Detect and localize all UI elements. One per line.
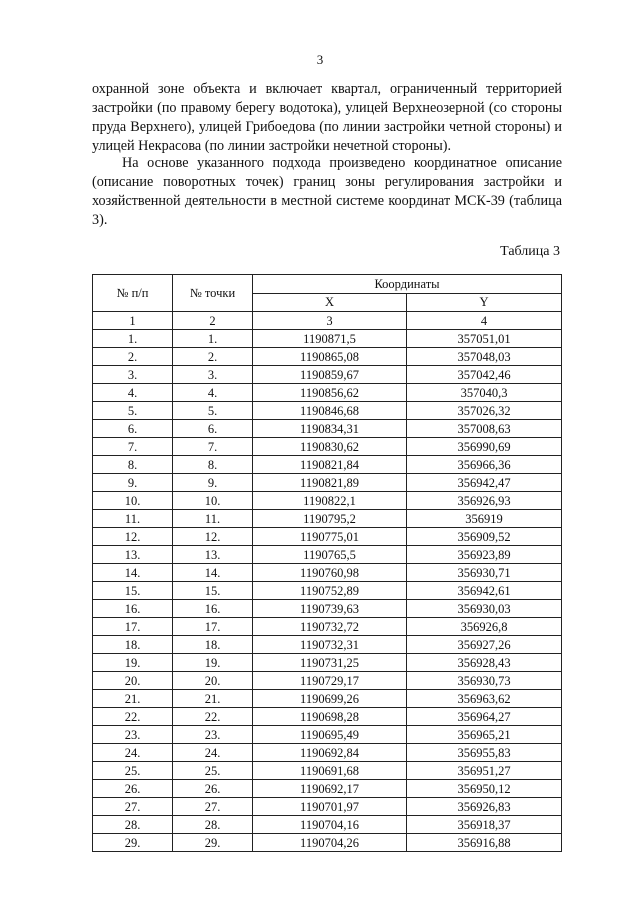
x-coordinate-cell: 1190821,84 [253, 456, 407, 474]
y-coordinate-cell: 356926,93 [407, 492, 562, 510]
x-coordinate-cell: 1190834,31 [253, 420, 407, 438]
row-number-cell: 10. [93, 492, 173, 510]
y-coordinate-cell: 356923,89 [407, 546, 562, 564]
x-coordinate-cell: 1190732,72 [253, 618, 407, 636]
y-coordinate-cell: 356930,71 [407, 564, 562, 582]
table-row [93, 726, 562, 744]
y-coordinate-cell: 356990,69 [407, 438, 562, 456]
row-number-cell: 23. [93, 726, 173, 744]
point-number-cell: 12. [173, 528, 253, 546]
row-number-cell: 20. [93, 672, 173, 690]
x-coordinate-cell: 1190822,1 [253, 492, 407, 510]
table-row [93, 348, 562, 366]
paragraph-coordinate-description: На основе указанного подхода произведено координатное описание (описание поворотных точек) границ зоны регулирования застройки и хозяйственной деятельности в местной системе координат МСК-39 (таблица 3). [92, 155, 562, 228]
table-row [93, 690, 562, 708]
row-number-cell: 2. [93, 348, 173, 366]
coordinates-table [92, 274, 562, 852]
y-coordinate-cell: 356930,03 [407, 600, 562, 618]
table-row [93, 438, 562, 456]
table-row [93, 546, 562, 564]
point-number-cell: 4. [173, 384, 253, 402]
x-coordinate-cell: 1190701,97 [253, 798, 407, 816]
table-row [93, 798, 562, 816]
y-coordinate-cell: 356916,88 [407, 834, 562, 852]
x-coordinate-cell: 1190795,2 [253, 510, 407, 528]
row-number-cell: 5. [93, 402, 173, 420]
table-row [93, 510, 562, 528]
x-coordinate-cell: 1190731,25 [253, 654, 407, 672]
point-number-cell: 24. [173, 744, 253, 762]
row-number-cell: 18. [93, 636, 173, 654]
table-row [93, 366, 562, 384]
x-coordinate-cell: 1190871,5 [253, 330, 407, 348]
row-number-cell: 26. [93, 780, 173, 798]
y-coordinate-cell: 357051,01 [407, 330, 562, 348]
row-number-cell: 25. [93, 762, 173, 780]
y-coordinate-cell: 356964,27 [407, 708, 562, 726]
x-coordinate-cell: 1190859,67 [253, 366, 407, 384]
y-coordinate-cell: 356928,43 [407, 654, 562, 672]
x-coordinate-cell: 1190821,89 [253, 474, 407, 492]
row-number-cell: 9. [93, 474, 173, 492]
column-index-cell: 1 [93, 312, 173, 330]
table-row [93, 672, 562, 690]
table-row [93, 474, 562, 492]
point-number-cell: 25. [173, 762, 253, 780]
row-number-cell: 6. [93, 420, 173, 438]
point-number-cell: 27. [173, 798, 253, 816]
y-coordinate-cell: 357040,3 [407, 384, 562, 402]
point-number-cell: 2. [173, 348, 253, 366]
row-number-cell: 15. [93, 582, 173, 600]
table-row [93, 492, 562, 510]
header-y: Y [407, 293, 562, 312]
y-coordinate-cell: 356951,27 [407, 762, 562, 780]
x-coordinate-cell: 1190765,5 [253, 546, 407, 564]
y-coordinate-cell: 356955,83 [407, 744, 562, 762]
point-number-cell: 18. [173, 636, 253, 654]
y-coordinate-cell: 356926,8 [407, 618, 562, 636]
x-coordinate-cell: 1190698,28 [253, 708, 407, 726]
page-number: 3 [316, 52, 324, 67]
header-coordinates: Координаты [253, 275, 562, 294]
column-index-cell: 2 [173, 312, 253, 330]
header-point-number: № точки [173, 275, 253, 312]
y-coordinate-cell: 356942,47 [407, 474, 562, 492]
table-row [93, 708, 562, 726]
column-index-cell: 4 [407, 312, 562, 330]
table-row [93, 420, 562, 438]
point-number-cell: 6. [173, 420, 253, 438]
y-coordinate-cell: 357008,63 [407, 420, 562, 438]
y-coordinate-cell: 357042,46 [407, 366, 562, 384]
x-coordinate-cell: 1190846,68 [253, 402, 407, 420]
y-coordinate-cell: 356926,83 [407, 798, 562, 816]
x-coordinate-cell: 1190732,31 [253, 636, 407, 654]
point-number-cell: 5. [173, 402, 253, 420]
row-number-cell: 7. [93, 438, 173, 456]
y-coordinate-cell: 356930,73 [407, 672, 562, 690]
point-number-cell: 9. [173, 474, 253, 492]
x-coordinate-cell: 1190865,08 [253, 348, 407, 366]
row-number-cell: 29. [93, 834, 173, 852]
table-caption: Таблица 3 [500, 244, 560, 259]
table-row [93, 762, 562, 780]
row-number-cell: 22. [93, 708, 173, 726]
row-number-cell: 11. [93, 510, 173, 528]
table-row [93, 834, 562, 852]
y-coordinate-cell: 356966,36 [407, 456, 562, 474]
point-number-cell: 22. [173, 708, 253, 726]
y-coordinate-cell: 356942,61 [407, 582, 562, 600]
y-coordinate-cell: 356919 [407, 510, 562, 528]
table-row [93, 330, 562, 348]
row-number-cell: 28. [93, 816, 173, 834]
point-number-cell: 1. [173, 330, 253, 348]
y-coordinate-cell: 356963,62 [407, 690, 562, 708]
point-number-cell: 3. [173, 366, 253, 384]
column-index-row [93, 312, 562, 330]
row-number-cell: 17. [93, 618, 173, 636]
x-coordinate-cell: 1190704,16 [253, 816, 407, 834]
y-coordinate-cell: 357026,32 [407, 402, 562, 420]
x-coordinate-cell: 1190691,68 [253, 762, 407, 780]
x-coordinate-cell: 1190830,62 [253, 438, 407, 456]
table-row [93, 600, 562, 618]
y-coordinate-cell: 356950,12 [407, 780, 562, 798]
point-number-cell: 26. [173, 780, 253, 798]
point-number-cell: 20. [173, 672, 253, 690]
table-row [93, 528, 562, 546]
y-coordinate-cell: 356927,26 [407, 636, 562, 654]
x-coordinate-cell: 1190695,49 [253, 726, 407, 744]
point-number-cell: 13. [173, 546, 253, 564]
x-coordinate-cell: 1190856,62 [253, 384, 407, 402]
point-number-cell: 21. [173, 690, 253, 708]
row-number-cell: 8. [93, 456, 173, 474]
column-index-cell: 3 [253, 312, 407, 330]
x-coordinate-cell: 1190729,17 [253, 672, 407, 690]
table-row [93, 636, 562, 654]
point-number-cell: 10. [173, 492, 253, 510]
x-coordinate-cell: 1190692,17 [253, 780, 407, 798]
header-row-number: № п/п [93, 275, 173, 312]
row-number-cell: 3. [93, 366, 173, 384]
point-number-cell: 17. [173, 618, 253, 636]
y-coordinate-cell: 356909,52 [407, 528, 562, 546]
table-row [93, 816, 562, 834]
header-x: X [253, 293, 407, 312]
table-body [93, 330, 562, 852]
row-number-cell: 24. [93, 744, 173, 762]
x-coordinate-cell: 1190760,98 [253, 564, 407, 582]
point-number-cell: 19. [173, 654, 253, 672]
y-coordinate-cell: 356965,21 [407, 726, 562, 744]
x-coordinate-cell: 1190699,26 [253, 690, 407, 708]
x-coordinate-cell: 1190739,63 [253, 600, 407, 618]
table-row [93, 564, 562, 582]
paragraph-zone-description: охранной зоне объекта и включает квартал, ограниченный территорией застройки (по правому берегу водотока), улицей Верхнеозерной (со стороны пруда Верхнего), улицей Грибоедова (по линии застройки четной стороны) и улицей Некрасова (по линии застройки нечетной стороны). [92, 81, 562, 154]
table-row [93, 582, 562, 600]
point-number-cell: 11. [173, 510, 253, 528]
table-row [93, 402, 562, 420]
table-row [93, 384, 562, 402]
table-row [93, 744, 562, 762]
table-row [93, 456, 562, 474]
table-row [93, 780, 562, 798]
x-coordinate-cell: 1190775,01 [253, 528, 407, 546]
point-number-cell: 23. [173, 726, 253, 744]
point-number-cell: 16. [173, 600, 253, 618]
row-number-cell: 27. [93, 798, 173, 816]
row-number-cell: 4. [93, 384, 173, 402]
x-coordinate-cell: 1190692,84 [253, 744, 407, 762]
table-row [93, 654, 562, 672]
point-number-cell: 28. [173, 816, 253, 834]
point-number-cell: 7. [173, 438, 253, 456]
point-number-cell: 8. [173, 456, 253, 474]
y-coordinate-cell: 357048,03 [407, 348, 562, 366]
row-number-cell: 12. [93, 528, 173, 546]
point-number-cell: 29. [173, 834, 253, 852]
y-coordinate-cell: 356918,37 [407, 816, 562, 834]
row-number-cell: 13. [93, 546, 173, 564]
row-number-cell: 19. [93, 654, 173, 672]
x-coordinate-cell: 1190752,89 [253, 582, 407, 600]
row-number-cell: 21. [93, 690, 173, 708]
point-number-cell: 15. [173, 582, 253, 600]
row-number-cell: 16. [93, 600, 173, 618]
table-row [93, 618, 562, 636]
row-number-cell: 1. [93, 330, 173, 348]
row-number-cell: 14. [93, 564, 173, 582]
x-coordinate-cell: 1190704,26 [253, 834, 407, 852]
point-number-cell: 14. [173, 564, 253, 582]
